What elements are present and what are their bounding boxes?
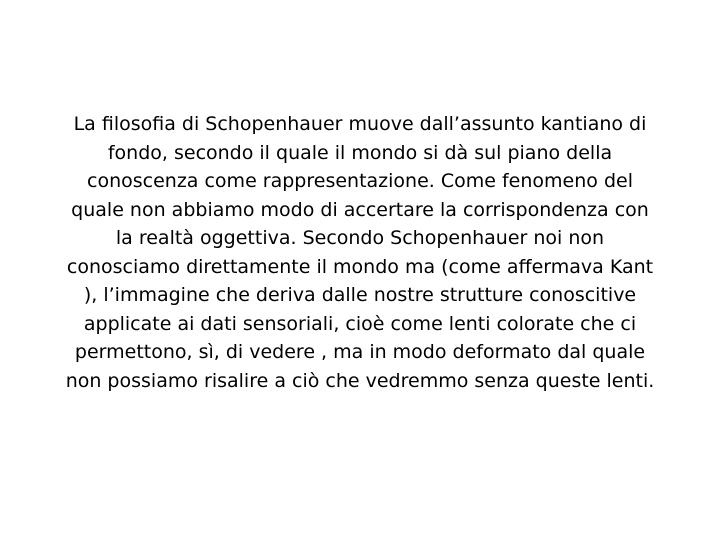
paragraph-line: la realtà oggettiva. Secondo Schopenhauer noi non xyxy=(115,227,605,249)
paragraph-line: conosciamo direttamente il mondo ma (come affermava Kant xyxy=(66,255,654,278)
paragraph-line: quale non abbiamo modo di accertare la corrispondenza con xyxy=(71,198,649,221)
paragraph-line: permettono, sì, di vedere , ma in modo deformato dal quale xyxy=(74,341,646,363)
paragraph-line: non possiamo risalire a ciò che vedremmo senza queste lenti. xyxy=(65,369,655,392)
paragraph-line: La filosofia di Schopenhauer muove dall’assunto kantiano di xyxy=(73,113,647,135)
body-paragraph xyxy=(20,110,700,395)
paragraph-line: ), l’immagine che deriva dalle nostre strutture conoscitive xyxy=(83,284,637,306)
paragraph-line: conoscenza come rappresentazione. Come fenomeno del xyxy=(87,170,633,192)
paragraph-line: applicate ai dati sensoriali, cioè come lenti colorate che ci xyxy=(83,312,637,335)
paragraph-line: fondo, secondo il quale il mondo si dà sul piano della xyxy=(107,141,613,164)
